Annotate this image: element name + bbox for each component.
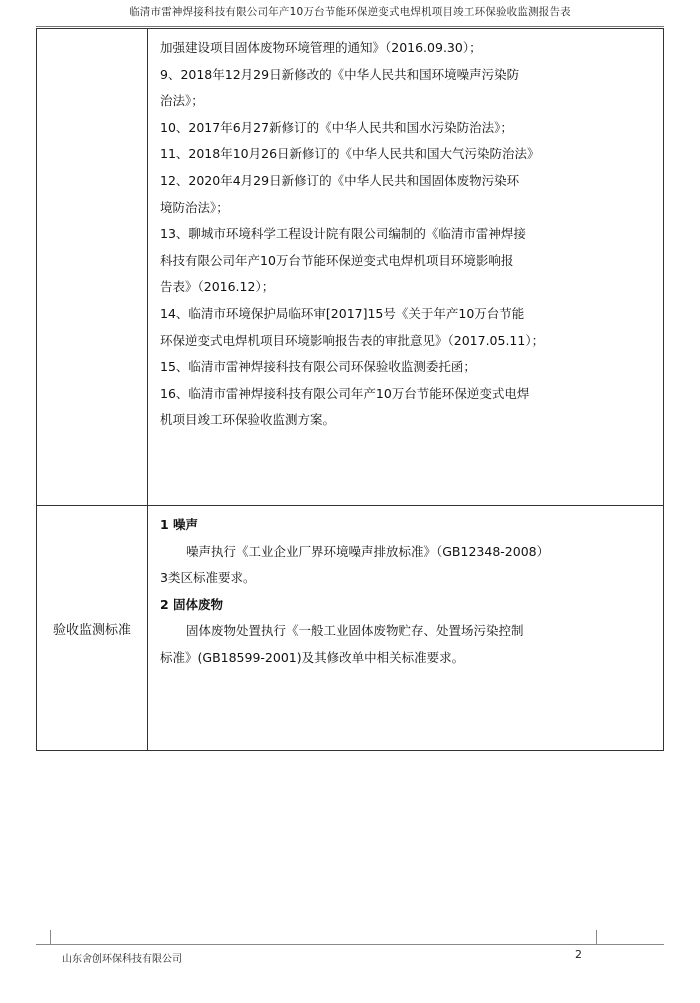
header-rule <box>36 26 664 27</box>
basis-line: 16、临清市雷神焊接科技有限公司年产10万台节能环保逆变式电焊 <box>160 385 530 401</box>
noise-heading: 1 噪声 <box>160 517 199 532</box>
noise-line: 3类区标准要求。 <box>160 570 256 586</box>
basis-line: 11、2018年10月26日新修订的《中华人民共和国大气污染防治法》 <box>160 146 540 162</box>
basis-line: 加强建设项目固体废物环境管理的通知》（2016.09.30）； <box>160 40 482 55</box>
basis-line: 环保逆变式电焊机项目环境影响报告表的审批意见》（2017.05.11）； <box>160 332 545 348</box>
crop-mark <box>36 930 51 944</box>
standards-row <box>37 506 664 751</box>
basis-content-cell <box>148 29 664 506</box>
basis-line: 14、临清市环境保护局临环审[2017]15号《关于年产10万台节能 <box>160 305 525 321</box>
basis-line: 9、2018年12月29日新修改的《中华人民共和国环境噪声污染防 <box>160 66 520 82</box>
footer-company: 山东舍创环保科技有限公司 <box>62 954 182 965</box>
basis-line: 治法》； <box>160 93 204 109</box>
solid-waste-heading: 2 固体废物 <box>160 596 224 612</box>
basis-row <box>37 29 664 506</box>
basis-line: 告表》（2016.12）； <box>160 279 275 295</box>
basis-line: 10、2017年6月27新修订的《中华人民共和国水污染防治法》； <box>160 119 513 135</box>
page-number: 2 <box>575 948 582 961</box>
basis-label-cell <box>37 29 148 506</box>
basis-line: 12、2020年4月29日新修订的《中华人民共和国固体废物污染环 <box>160 172 520 188</box>
basis-line: 15、临清市雷神焊接科技有限公司环保验收监测委托函； <box>160 359 476 375</box>
solid-waste-line: 固体废物处置执行《一般工业固体废物贮存、处置场污染控制 <box>186 623 524 639</box>
footer-rule <box>36 944 664 945</box>
basis-line: 境防治法》； <box>160 199 229 215</box>
report-table <box>36 28 664 751</box>
crop-mark <box>596 930 611 944</box>
standards-label: 验收监测标准 <box>37 506 148 751</box>
basis-line: 机项目竣工环保验收监测方案。 <box>160 412 336 428</box>
basis-line: 13、聊城市环境科学工程设计院有限公司编制的《临清市雷神焊接 <box>160 226 526 242</box>
basis-line: 科技有限公司年产10万台节能环保逆变式电焊机项目环境影响报 <box>160 252 514 268</box>
noise-line: 噪声执行《工业企业厂界环境噪声排放标准》（GB12348-2008） <box>186 543 550 559</box>
page-header: 临清市雷神焊接科技有限公司年产10万台节能环保逆变式电焊机项目竣工环保验收监测报告表 <box>129 6 571 18</box>
standards-content-cell <box>148 506 664 751</box>
solid-waste-line: 标准》(GB18599-2001)及其修改单中相关标准要求。 <box>160 649 465 665</box>
